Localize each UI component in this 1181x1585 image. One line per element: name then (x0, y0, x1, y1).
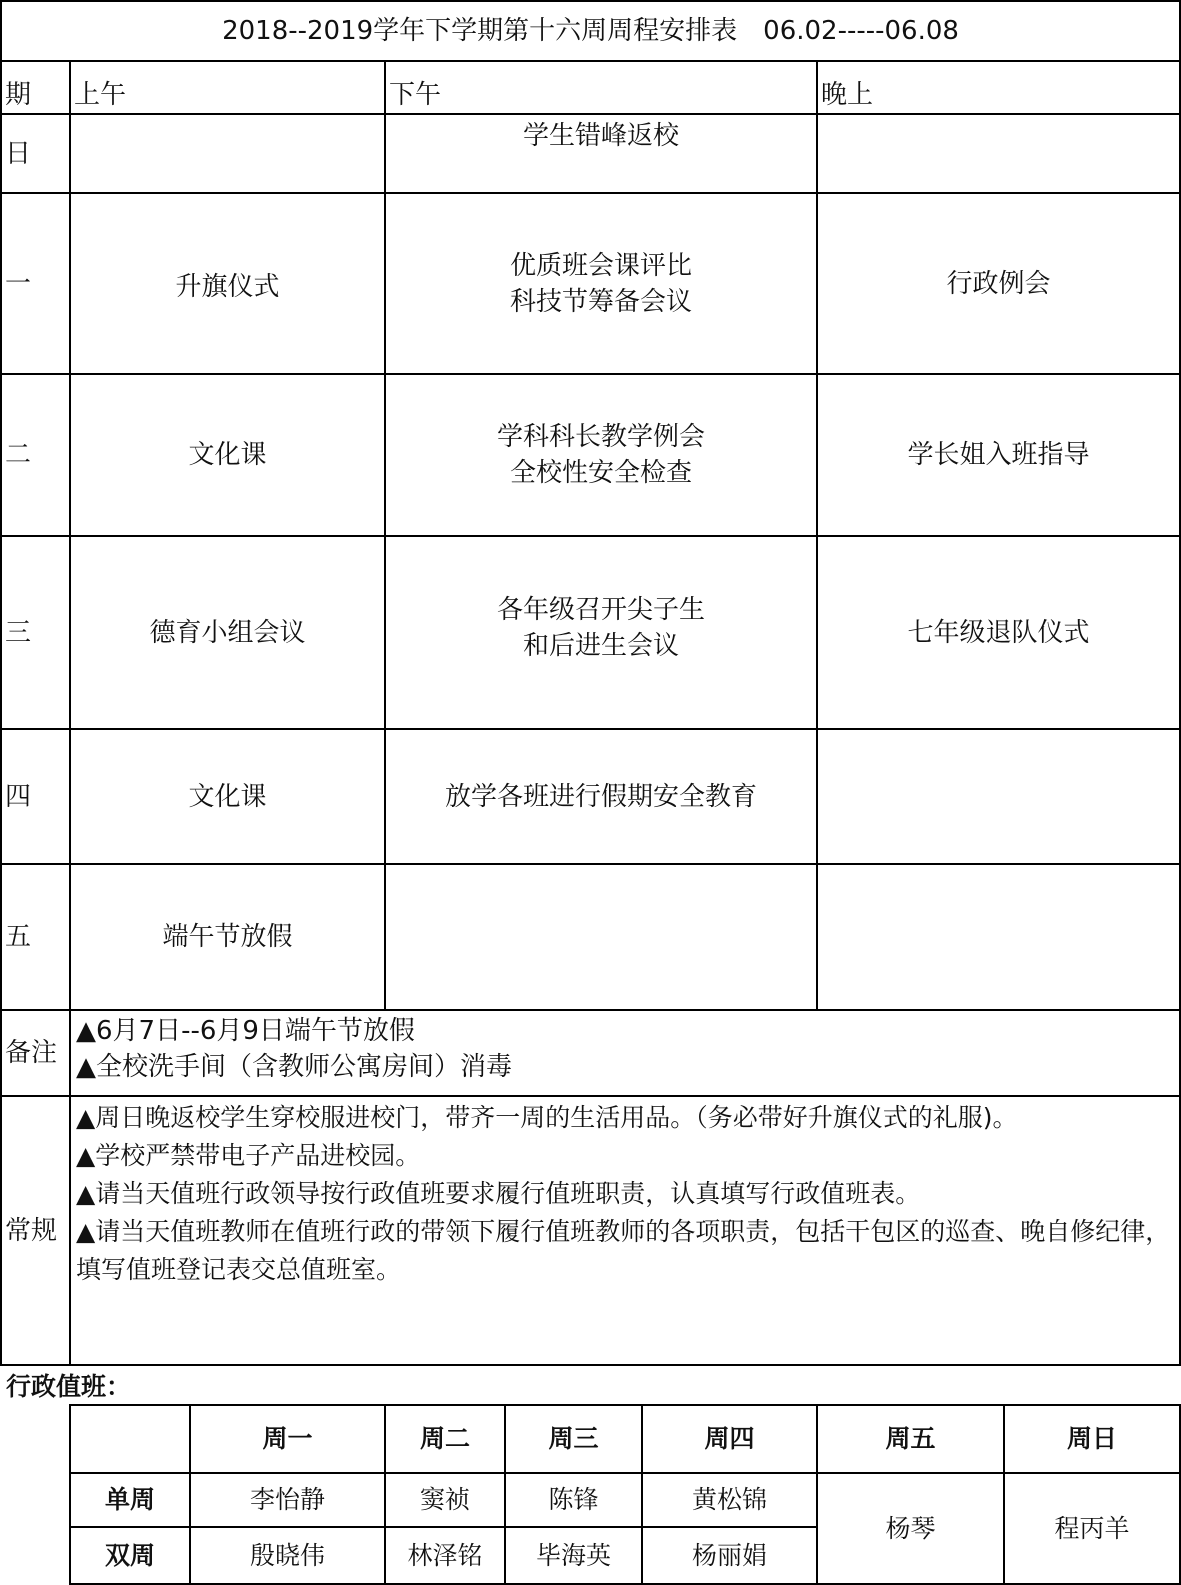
regular-line: ▲周日晚返校学生穿校服进校门，带齐一周的生活用品。（务必带好升旗仪式的礼服)。 (76, 1103, 1018, 1132)
evening-activity (818, 865, 1179, 1009)
header-period: 期 (5, 79, 32, 110)
afternoon-line: 各年级召开尖子生 (496, 594, 705, 625)
duty-day-header: 周日 (1066, 1424, 1117, 1453)
duty-name: 李怡静 (249, 1485, 325, 1514)
duty-table (69, 1404, 1181, 1585)
evening-activity (818, 115, 1179, 192)
day-label: 五 (5, 922, 32, 952)
duty-name: 毕海英 (535, 1540, 611, 1570)
evening-activity: 行政例会 (946, 268, 1051, 299)
duty-name: 陈锋 (548, 1485, 599, 1514)
notes-label: 备注 (5, 1038, 58, 1068)
header-afternoon: 下午 (389, 79, 442, 110)
afternoon-activity (386, 730, 816, 863)
afternoon-line: 学生错峰返校 (522, 121, 679, 151)
sunday-duty-name: 程丙羊 (1054, 1513, 1130, 1543)
friday-duty-name: 杨琴 (885, 1513, 936, 1543)
duty-name: 殷晓伟 (249, 1540, 325, 1570)
afternoon-line: 优质班会课评比 (509, 250, 692, 281)
morning-activity (71, 115, 384, 192)
notes-content (76, 1013, 1176, 1095)
duty-corner (71, 1406, 189, 1472)
regular-content (76, 1099, 1176, 1361)
regular-label: 常规 (5, 1216, 58, 1246)
schedule-title: 2018--2019学年下学期第十六周周程安排表 06.02-----06.08 (222, 16, 959, 46)
header-evening: 晚上 (821, 79, 874, 110)
afternoon-activity (386, 194, 816, 373)
afternoon-activity (386, 865, 816, 1009)
duty-day-header: 周一 (262, 1424, 313, 1453)
afternoon-activity (386, 375, 816, 535)
duty-name: 窦祯 (419, 1485, 470, 1514)
regular-line: ▲学校严禁带电子产品进校园。 (76, 1141, 421, 1170)
regular-line: ▲请当天值班教师在值班行政的带领下履行值班教师的各项职责，包括干包区的巡查、晚自修纪律，填写值班登记表交总值班室。 (76, 1217, 1171, 1284)
morning-activity: 端午节放假 (162, 922, 293, 952)
afternoon-activity (386, 537, 816, 718)
day-label: 四 (5, 781, 32, 812)
evening-activity (818, 730, 1179, 863)
double-week-label: 双周 (104, 1540, 155, 1570)
afternoon-line: 全校性安全检查 (509, 458, 692, 488)
note-line: ▲全校洗手间（含教师公寓房间）消毒 (76, 1052, 512, 1082)
duty-title: 行政值班： (6, 1372, 132, 1401)
single-week-label: 单周 (104, 1485, 155, 1514)
duty-name: 林泽铭 (407, 1540, 483, 1570)
morning-activity: 文化课 (188, 781, 267, 812)
duty-name: 黄松锦 (691, 1485, 767, 1514)
morning-activity: 文化课 (188, 440, 267, 470)
regular-line: ▲请当天值班行政领导按行政值班要求履行值班职责，认真填写行政值班表。 (76, 1179, 921, 1208)
day-label: 二 (5, 440, 32, 470)
day-label: 一 (5, 268, 32, 299)
header-morning: 上午 (74, 79, 127, 110)
afternoon-line: 学科科长教学例会 (496, 422, 705, 452)
morning-activity: 升旗仪式 (175, 272, 280, 302)
morning-activity: 德育小组会议 (149, 617, 306, 648)
duty-day-header: 周四 (704, 1424, 755, 1453)
day-label: 三 (5, 617, 32, 648)
duty-day-header: 周五 (885, 1424, 936, 1453)
day-label: 日 (5, 138, 32, 169)
duty-day-header: 周二 (419, 1424, 470, 1453)
evening-activity: 七年级退队仪式 (907, 617, 1090, 648)
afternoon-line: 和后进生会议 (522, 630, 679, 661)
afternoon-line: 科技节筹备会议 (509, 286, 692, 317)
note-line: ▲6月7日--6月9日端午节放假 (76, 1016, 415, 1046)
duty-name: 杨丽娟 (691, 1540, 767, 1570)
afternoon-line: 放学各班进行假期安全教育 (444, 781, 757, 812)
afternoon-activity (386, 118, 816, 192)
evening-activity: 学长姐入班指导 (907, 440, 1090, 470)
duty-day-header: 周三 (548, 1424, 599, 1453)
